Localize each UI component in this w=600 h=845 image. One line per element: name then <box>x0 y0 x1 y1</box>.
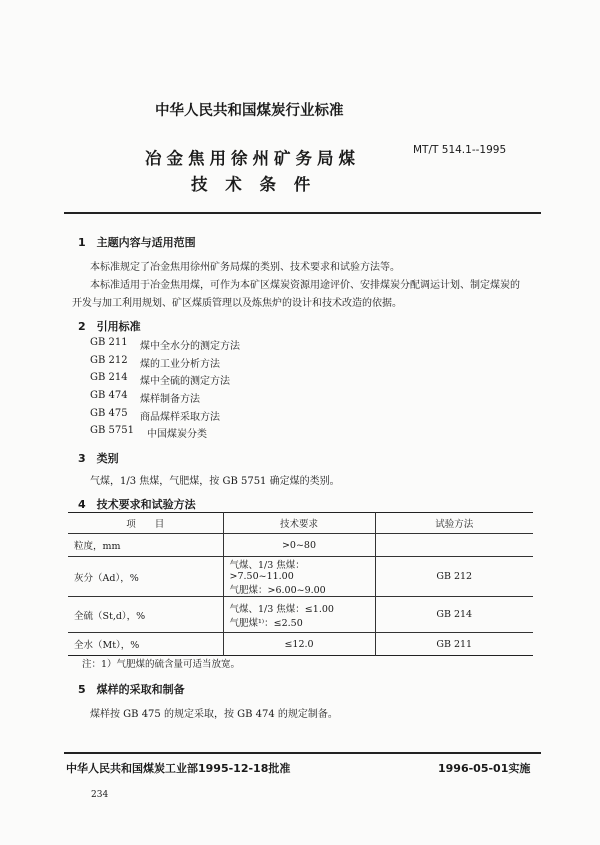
reference-code: GB 5751 <box>90 425 134 436</box>
reference-code: GB 475 <box>90 408 128 419</box>
title-line-2: 技 术 条 件 <box>191 175 317 194</box>
section-2-heading: 2 引用标准 <box>78 320 141 333</box>
reference-code: GB 474 <box>90 390 128 401</box>
approval-statement: 中华人民共和国煤炭工业部1995-12-18批准 <box>66 762 291 775</box>
cell-requirement: >0~80 <box>223 534 375 557</box>
requirement-line: 气肥煤：>6.00~9.00 <box>229 585 326 596</box>
cell-method <box>375 534 533 557</box>
section-1-heading: 1 主题内容与适用范围 <box>78 236 196 249</box>
reference-title: 煤的工业分析方法 <box>140 359 220 370</box>
requirement-line: 气肥煤¹⁾：≤2.50 <box>229 617 303 629</box>
table-row <box>68 534 533 557</box>
footer-rule <box>64 752 541 754</box>
cell-method: GB 214 <box>375 597 533 633</box>
table-row <box>68 597 533 633</box>
table-header-row <box>68 513 533 534</box>
reference-code: GB 214 <box>90 372 128 383</box>
reference-code: GB 212 <box>90 355 128 366</box>
reference-code: GB 211 <box>90 337 128 348</box>
cell-item: 全硫（St,d），% <box>74 610 146 622</box>
paragraph: 开发与加工利用规划、矿区煤质管理以及炼焦炉的设计和技术改造的依据。 <box>72 298 402 309</box>
issuing-organization: 中华人民共和国煤炭行业标准 <box>155 103 344 119</box>
reference-title: 煤样制备方法 <box>140 394 200 405</box>
reference-title: 煤中全水分的测定方法 <box>140 341 240 352</box>
title-line-1: 冶金焦用徐州矿务局煤 <box>145 149 360 168</box>
section-5-heading: 5 煤样的采取和制备 <box>78 683 185 696</box>
cell-requirement <box>223 557 375 597</box>
cell-requirement: ≤12.0 <box>223 633 375 656</box>
cell-item: 全水（Mt），% <box>74 640 140 651</box>
paragraph: 煤样按 GB 475 的规定采取，按 GB 474 的规定制备。 <box>90 709 338 720</box>
section-4-heading: 4 技术要求和试验方法 <box>78 498 196 511</box>
cell-method: GB 211 <box>375 633 533 656</box>
cell-requirement <box>223 597 375 633</box>
header-requirement: 技术要求 <box>223 513 375 534</box>
paragraph: 气煤，1/3 焦煤，气肥煤，按 GB 5751 确定煤的类别。 <box>90 476 340 487</box>
standard-code: MT/T 514.1--1995 <box>413 144 507 156</box>
paragraph: 本标准规定了冶金焦用徐州矿务局煤的类别、技术要求和试验方法等。 <box>90 262 400 273</box>
table-note: 注：1）气肥煤的硫含量可适当放宽。 <box>82 659 241 670</box>
paragraph: 本标准适用于冶金焦用煤，可作为本矿区煤炭资源用途评价、安排煤炭分配调运计划、制定煤炭的 <box>90 280 520 291</box>
cell-item: 灰分（Ad），% <box>74 572 139 584</box>
requirement-line: 气煤、1/3 焦煤：≤1.00 <box>229 603 334 615</box>
reference-title: 商品煤样采取方法 <box>140 412 220 423</box>
requirement-line: 气煤、1/3 焦煤：>7.50~11.00 <box>229 560 305 582</box>
header-item: 项 目 <box>126 519 165 530</box>
section-3-heading: 3 类别 <box>78 452 119 465</box>
reference-title: 煤中全硫的测定方法 <box>140 376 230 387</box>
header-method: 试验方法 <box>375 513 533 534</box>
cell-method: GB 212 <box>375 557 533 597</box>
table-row <box>68 633 533 656</box>
effective-date: 1996-05-01实施 <box>438 762 531 775</box>
header-rule <box>64 212 541 214</box>
page-number: 234 <box>91 790 109 800</box>
reference-title: 中国煤炭分类 <box>147 429 207 440</box>
requirements-table <box>68 512 533 656</box>
table-row <box>68 557 533 597</box>
cell-item: 粒度，mm <box>74 541 121 552</box>
